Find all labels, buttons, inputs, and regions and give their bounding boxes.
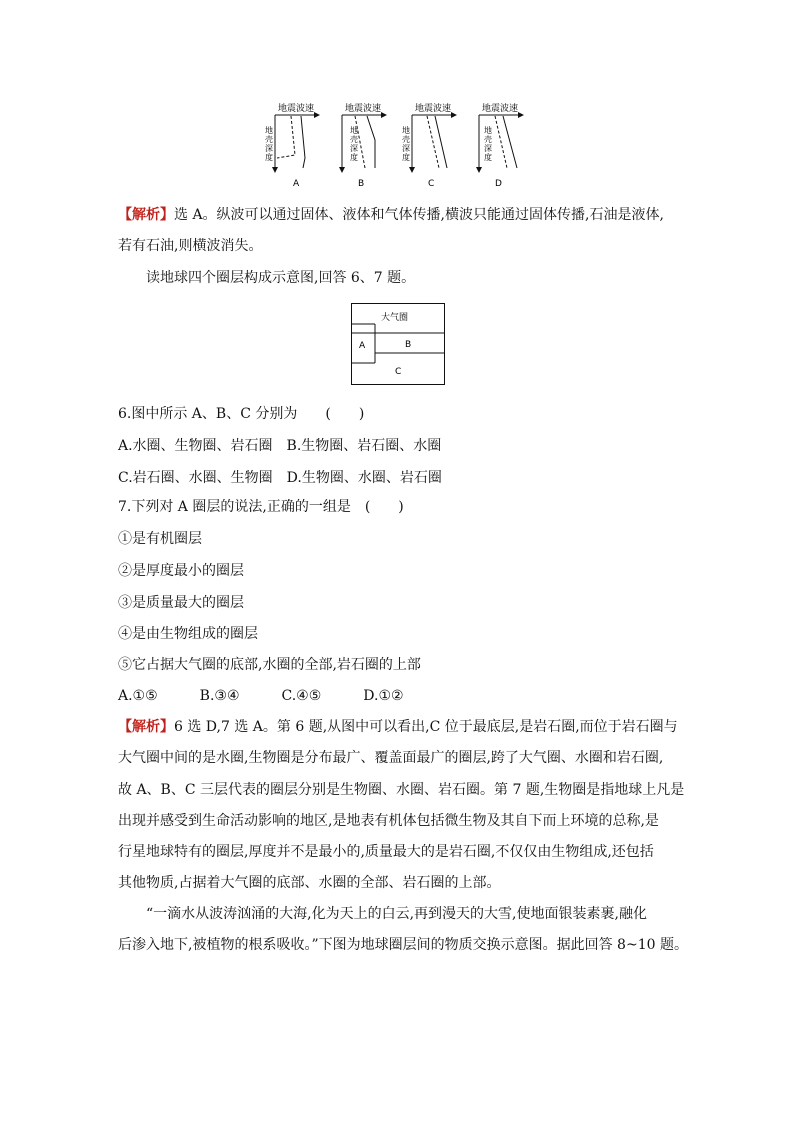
panel-b-label: B <box>358 179 365 189</box>
sphere-a-label: A <box>359 341 366 351</box>
axis-x-label: 地震波速 <box>278 104 315 114</box>
panel-d-label: D <box>495 179 502 189</box>
sphere-b-label: B <box>405 340 412 350</box>
analysis-1-line-2: 若有石油,则横波消失。 <box>118 238 263 254</box>
analysis-tag: 【解析】 <box>118 207 174 223</box>
svg-text:壳: 壳 <box>350 135 358 144</box>
spheres-figure <box>351 303 446 386</box>
svg-text:深: 深 <box>402 144 410 153</box>
panel-b <box>342 102 386 189</box>
intro-6-7: 读地球四个圈层构成示意图,回答 6、7 题。 <box>146 270 416 286</box>
q7-options: A.①⑤ B.③④ C.④⑤ D.①② <box>118 688 404 704</box>
svg-text:壳: 壳 <box>402 135 410 144</box>
atmosphere-label: 大气圈 <box>381 313 409 323</box>
svg-text:地: 地 <box>402 126 410 135</box>
svg-text:度: 度 <box>265 153 273 162</box>
analysis-2-line-6: 其他物质,占据着大气圈的底部、水圈的全部、岩石圈的上部。 <box>118 875 501 891</box>
q7-item-2: ②是厚度最小的圈层 <box>118 563 244 579</box>
panel-c-label: C <box>428 179 435 189</box>
svg-text:深: 深 <box>265 144 273 153</box>
svg-text:地: 地 <box>265 126 273 135</box>
svg-text:深: 深 <box>350 144 358 153</box>
svg-text:地震波速: 地震波速 <box>482 104 519 114</box>
svg-text:地震波速: 地震波速 <box>415 104 452 114</box>
passage-line-1: “一滴水从波涛汹涌的大海,化为天上的白云,再到漫天的大雪,使地面银装素裹,融化 <box>146 906 647 922</box>
q7-item-5: ⑤它占据大气圈的底部,水圈的全部,岩石圈的上部 <box>118 657 421 673</box>
analysis-2-line-3: 故 A、B、C 三层代表的圈层分别是生物圈、水圈、岩石圈。第 7 题,生物圈是指地球上凡是 <box>118 782 685 798</box>
svg-text:度: 度 <box>484 153 492 162</box>
svg-text:深: 深 <box>484 144 492 153</box>
q7-stem: 7.下列对 A 圈层的说法,正确的一组是 ( ) <box>118 499 404 515</box>
svg-text:度: 度 <box>402 153 410 162</box>
panel-c <box>402 102 456 189</box>
svg-text:壳: 壳 <box>484 135 492 144</box>
panel-a <box>265 102 319 189</box>
panel-a-label: A <box>293 179 300 189</box>
panel-d <box>479 102 523 189</box>
analysis-2-line-5: 行星地球特有的圈层,厚度并不是最小的,质量最大的是岩石圈,不仅仅由生物组成,还包括 <box>118 844 654 860</box>
q7-item-4: ④是由生物组成的圈层 <box>118 626 258 642</box>
analysis-2-line-2: 大气圈中间的是水圈,生物圈是分布最广、覆盖面最广的圈层,跨了大气圈、水圈和岩石圈, <box>118 750 664 766</box>
analysis-2-line-4: 出现并感受到生命活动影响的地区,是地表有机体包括微生物及其自下而上环境的总称,是 <box>118 813 659 829</box>
analysis-tag: 【解析】 <box>118 719 174 735</box>
svg-text:度: 度 <box>350 153 358 162</box>
svg-text:地: 地 <box>350 126 358 135</box>
analysis-1-line-1: 【解析】选 A。纵波可以通过固体、液体和气体传播,横波只能通过固体传播,石油是液体, <box>118 207 664 223</box>
svg-text:地: 地 <box>484 126 492 135</box>
svg-text:地震波速: 地震波速 <box>345 104 382 114</box>
analysis-2-line-1: 【解析】6 选 D,7 选 A。第 6 题,从图中可以看出,C 位于最底层,是岩石圈,而位于岩石圈与 <box>118 719 678 735</box>
q6-options-cd: C.岩石圈、水圈、生物圈 D.生物圈、水圈、岩石圈 <box>118 470 442 486</box>
svg-text:壳: 壳 <box>265 135 273 144</box>
passage-line-2: 后渗入地下,被植物的根系吸收。”下图为地球圈层间的物质交换示意图。据此回答 8~10 题。 <box>118 937 688 953</box>
sphere-c-label: C <box>395 367 402 377</box>
q7-item-1: ①是有机圈层 <box>118 531 202 547</box>
seismic-wave-figure <box>255 100 545 192</box>
q6-options-ab: A.水圈、生物圈、岩石圈 B.生物圈、岩石圈、水圈 <box>118 438 442 454</box>
q7-item-3: ③是质量最大的圈层 <box>118 595 244 611</box>
q6-stem: 6.图中所示 A、B、C 分别为 ( ) <box>118 406 365 422</box>
